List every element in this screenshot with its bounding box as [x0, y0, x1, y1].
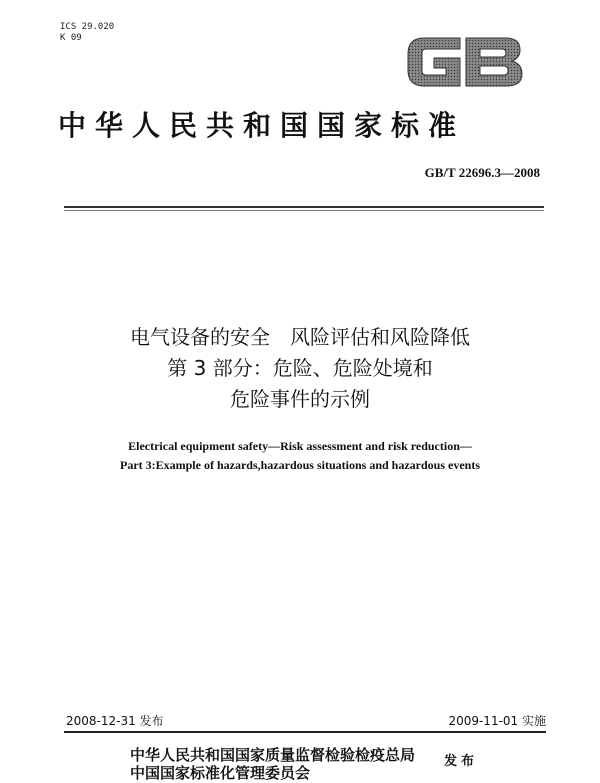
- gb-logo-icon: [402, 30, 526, 92]
- issue-date: 2008-12-31 发布: [66, 714, 164, 728]
- standard-name: 中华人民共和国国家标准: [58, 109, 466, 142]
- issuer-line-1: 中华人民共和国国家质量监督检验检疫总局: [130, 746, 416, 764]
- ics-code: ICS 29.020: [60, 22, 115, 32]
- header-divider-thin: [64, 210, 544, 211]
- ccs-code: K 09: [60, 33, 82, 43]
- title-english: [40, 437, 560, 475]
- standard-number: GB/T 22696.3—2008: [424, 165, 540, 180]
- title-cn-line-1: 电气设备的安全 风险评估和风险降低: [130, 325, 470, 349]
- title-cn-line-2: 第 3 部分：危险、危险处境和: [167, 356, 433, 380]
- title-cn-line-3: 危险事件的示例: [230, 387, 370, 411]
- implementation-date: 2009-11-01 实施: [448, 714, 546, 728]
- header-divider: [64, 206, 544, 208]
- classification-codes: [60, 22, 114, 44]
- footer-divider: [64, 731, 546, 733]
- title-en-line-2: Part 3:Example of hazards,hazardous situations and hazardous events: [119, 458, 481, 472]
- title-chinese: [40, 322, 560, 415]
- publish-label: 发布: [444, 754, 479, 769]
- issuer-line-2: 中国国家标准化管理委员会: [130, 764, 311, 782]
- title-en-line-1: Electrical equipment safety—Risk assessment and risk reduction—: [128, 439, 472, 453]
